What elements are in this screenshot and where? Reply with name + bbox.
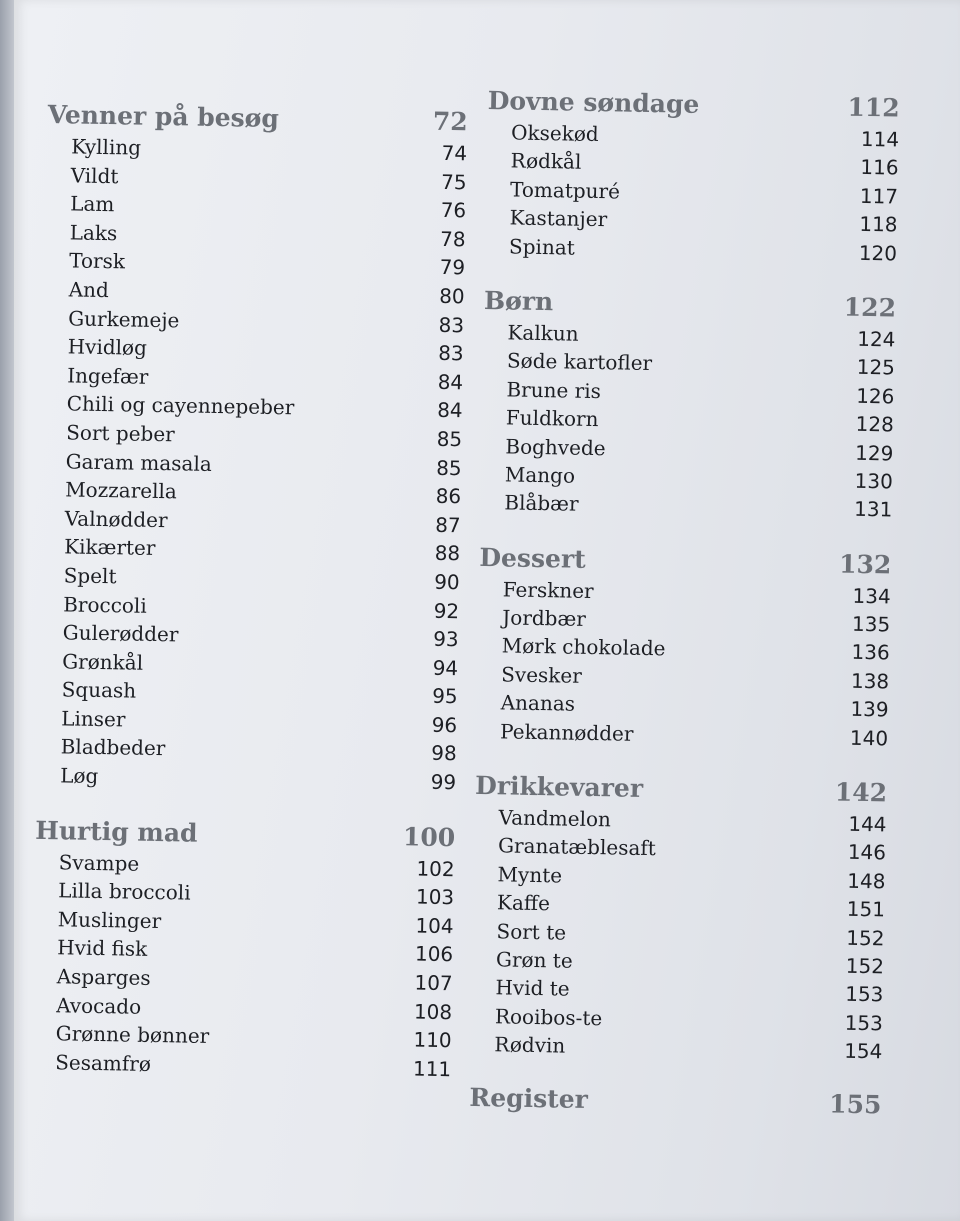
section-title: Hurtig mad bbox=[35, 815, 198, 848]
entry-label: Mørk chokolade bbox=[501, 633, 666, 661]
entry-page-number: 138 bbox=[850, 668, 890, 694]
entry-label: Kaffe bbox=[496, 890, 551, 916]
entry-label: Grønne bønner bbox=[55, 1021, 210, 1049]
entry-page-number: 131 bbox=[853, 497, 893, 522]
entry-label: Svesker bbox=[501, 662, 583, 688]
entry-page-number: 102 bbox=[416, 856, 455, 881]
entry-label: Sesamfrø bbox=[55, 1050, 152, 1076]
section-title: Drikkevarer bbox=[474, 770, 644, 803]
entry-page-number: 111 bbox=[412, 1056, 452, 1081]
entry-label: Mozzarella bbox=[64, 477, 178, 504]
entry-page-number: 108 bbox=[413, 999, 453, 1024]
entry-page-number: 83 bbox=[437, 341, 464, 366]
entry-label: Boghvede bbox=[505, 433, 606, 460]
entry-label: Fuldkorn bbox=[505, 405, 599, 432]
entry-page-number: 134 bbox=[852, 583, 891, 609]
entry-label: Ingefær bbox=[66, 363, 149, 389]
entry-label: Rødkål bbox=[510, 148, 582, 175]
section-dessert bbox=[476, 543, 892, 755]
entry-label: Kikærter bbox=[63, 534, 156, 561]
entry-label: Hvid te bbox=[495, 975, 570, 1002]
entry-label: Kalkun bbox=[507, 320, 579, 346]
entry-page-number: 106 bbox=[414, 941, 454, 967]
entry-page-number: 151 bbox=[846, 896, 886, 922]
contents-page bbox=[14, 0, 960, 1221]
entry-page-number: 153 bbox=[845, 982, 884, 1007]
entry-page-number: 118 bbox=[859, 212, 898, 237]
section-page-number: 122 bbox=[843, 292, 897, 323]
entry-label: Svampe bbox=[58, 849, 140, 876]
entry-page-number: 152 bbox=[846, 925, 885, 950]
entry-page-number: 96 bbox=[431, 712, 458, 738]
section-born bbox=[480, 286, 896, 526]
entry-page-number: 74 bbox=[441, 140, 468, 166]
section-drikkevarer bbox=[470, 771, 887, 1068]
entry-label: Torsk bbox=[68, 248, 126, 274]
section-page-number: 100 bbox=[402, 821, 456, 852]
entry-page-number: 107 bbox=[414, 970, 453, 996]
entry-label: And bbox=[68, 277, 110, 303]
entry-label: Tomatpuré bbox=[509, 177, 621, 204]
entry-label: Hvid fisk bbox=[56, 935, 148, 962]
entry-label: Sort peber bbox=[65, 420, 175, 447]
entry-page-number: 140 bbox=[849, 725, 889, 751]
entry-page-number: 124 bbox=[857, 326, 896, 352]
section-venner-pa-besog bbox=[36, 100, 468, 799]
section-title: Dovne søndage bbox=[487, 86, 700, 119]
entry-label: Muslinger bbox=[57, 907, 162, 933]
entry-label: Pekannødder bbox=[499, 718, 634, 746]
entry-label: Rooibos-te bbox=[494, 1004, 603, 1031]
entry-label: Broccoli bbox=[62, 591, 147, 618]
entry-page-number: 84 bbox=[436, 398, 463, 423]
entry-page-number: 98 bbox=[430, 741, 457, 766]
entry-label: Spinat bbox=[508, 233, 576, 260]
entry-label: Lilla broccoli bbox=[57, 878, 191, 905]
entry-page-number: 120 bbox=[858, 240, 898, 266]
entry-page-number: 153 bbox=[844, 1010, 884, 1036]
entry-label: Ferskner bbox=[502, 577, 594, 603]
entry-label: Grønkål bbox=[62, 649, 144, 675]
entry-label: Brune ris bbox=[506, 377, 602, 403]
entry-page-number: 94 bbox=[432, 655, 459, 680]
entry-page-number: 84 bbox=[437, 369, 464, 395]
register-page-number: 155 bbox=[828, 1088, 882, 1119]
entry-page-number: 95 bbox=[431, 684, 458, 709]
section-title: Venner på besøg bbox=[47, 100, 280, 134]
book-spine-edge bbox=[0, 0, 14, 1221]
entry-page-number: 99 bbox=[430, 769, 457, 795]
entry-page-number: 88 bbox=[434, 541, 461, 566]
entry-page-number: 85 bbox=[436, 426, 463, 452]
entry-label: Granatæblesaft bbox=[497, 833, 657, 861]
entry-page-number: 148 bbox=[847, 868, 886, 894]
entry-label: Valnødder bbox=[64, 506, 168, 532]
section-title: Børn bbox=[483, 285, 554, 317]
entry-page-number: 136 bbox=[851, 640, 890, 665]
entry-page-number: 92 bbox=[433, 598, 460, 623]
entry-page-number: 85 bbox=[435, 455, 462, 480]
entry-label: Kylling bbox=[70, 134, 142, 160]
entry-page-number: 103 bbox=[415, 884, 455, 910]
entry-page-number: 83 bbox=[438, 312, 465, 337]
section-page-number: 132 bbox=[838, 549, 892, 580]
entry-page-number: 130 bbox=[854, 468, 894, 494]
section-page-number: 112 bbox=[847, 92, 900, 123]
entry-label: Mynte bbox=[497, 862, 563, 888]
entry-label: Garam masala bbox=[65, 448, 213, 476]
entry-label: Vandmelon bbox=[498, 805, 612, 832]
entry-page-number: 116 bbox=[860, 155, 899, 180]
entry-label: Løg bbox=[60, 763, 99, 789]
entry-label: Mango bbox=[504, 462, 576, 488]
entry-label: Gurkemeje bbox=[67, 305, 180, 332]
entry-label: Vildt bbox=[70, 163, 119, 188]
entry-page-number: 139 bbox=[850, 696, 889, 722]
entry-label: Avocado bbox=[55, 992, 142, 1019]
entry-label: Linser bbox=[61, 706, 126, 732]
entry-label: Spelt bbox=[63, 563, 117, 589]
left-contents-column bbox=[31, 100, 468, 1086]
entry-label: Søde kartofler bbox=[506, 348, 653, 376]
entry-page-number: 104 bbox=[415, 913, 454, 939]
entry-page-number: 93 bbox=[432, 626, 459, 652]
entry-label: Squash bbox=[61, 677, 137, 703]
entry-page-number: 76 bbox=[440, 198, 467, 223]
entry-page-number: 135 bbox=[851, 611, 891, 637]
entry-label: Bladbeder bbox=[60, 734, 166, 761]
entry-label: Asparges bbox=[56, 964, 151, 990]
section-dovne-sondage bbox=[485, 86, 900, 269]
entry-page-number: 144 bbox=[848, 811, 887, 837]
register-heading[interactable] bbox=[469, 1082, 882, 1124]
entry-label: Rødvin bbox=[494, 1032, 566, 1058]
entry-page-number: 79 bbox=[439, 255, 466, 280]
entry-page-number: 129 bbox=[854, 440, 894, 466]
entry-label: Grøn te bbox=[495, 947, 573, 973]
entry-page-number: 75 bbox=[440, 169, 467, 194]
entry-page-number: 126 bbox=[855, 383, 895, 409]
right-contents-column bbox=[469, 86, 900, 1124]
section-page-number: 142 bbox=[834, 777, 888, 808]
entry-page-number: 117 bbox=[859, 183, 899, 209]
entry-label: Jordbær bbox=[502, 605, 587, 631]
toc-entry-sesamfro[interactable] bbox=[31, 1050, 451, 1086]
entry-label: Lam bbox=[69, 191, 115, 217]
entry-page-number: 110 bbox=[413, 1027, 452, 1053]
entry-label: Kastanjer bbox=[509, 205, 608, 232]
entry-page-number: 146 bbox=[847, 840, 887, 865]
entry-label: Ananas bbox=[500, 690, 576, 716]
entry-page-number: 114 bbox=[860, 126, 900, 152]
entry-page-number: 128 bbox=[855, 411, 895, 437]
entry-label: Hvidløg bbox=[67, 334, 148, 360]
entry-page-number: 125 bbox=[856, 355, 896, 380]
entry-label: Gulerødder bbox=[62, 620, 179, 647]
entry-page-number: 86 bbox=[435, 483, 462, 509]
entry-page-number: 152 bbox=[845, 953, 885, 979]
entry-page-number: 78 bbox=[439, 226, 466, 252]
entry-page-number: 80 bbox=[438, 283, 465, 309]
entry-label: Laks bbox=[69, 220, 118, 246]
entry-page-number: 87 bbox=[434, 512, 461, 537]
entry-label: Chili og cayennepeber bbox=[66, 391, 295, 420]
entry-page-number: 90 bbox=[433, 569, 460, 595]
entry-label: Blåbær bbox=[504, 490, 579, 517]
section-title: Dessert bbox=[479, 542, 586, 574]
entry-page-number: 154 bbox=[843, 1038, 883, 1064]
section-hurtig-mad bbox=[31, 816, 456, 1086]
section-page-number: 72 bbox=[432, 106, 468, 137]
entry-label: Sort te bbox=[496, 918, 567, 945]
register-title: Register bbox=[469, 1082, 589, 1114]
entry-label: Oksekød bbox=[510, 120, 599, 147]
